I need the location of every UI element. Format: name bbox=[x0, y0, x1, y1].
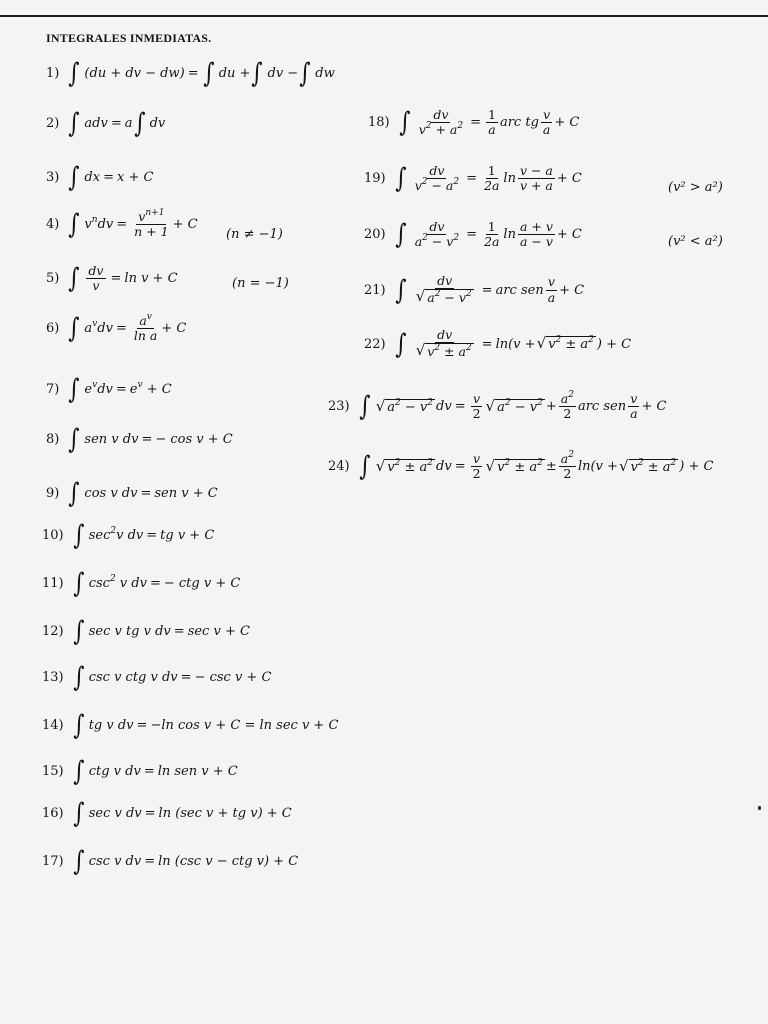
formula-4: 4) ∫ $v^ndv$ = $\frac{v^{n+1}}{n + 1}$ + C bbox=[46, 208, 198, 241]
formula-5: 5) ∫ $\frac{dv}{v}$ = ln v + C bbox=[46, 263, 178, 295]
formula-number: 16) bbox=[42, 806, 64, 821]
formula-3: 3) ∫ dx = x + C bbox=[46, 162, 154, 193]
formula-number: 3) bbox=[46, 170, 60, 185]
formula-number: 23) bbox=[328, 399, 350, 415]
formula-23: 23) ∫ √ $a^2 - v^2$ dv = $\frac{v}{2}$ √ $a^2 - v^2$ + $\frac{a^2}{2}$ arc sen $\frac{v}{a}$ + C bbox=[328, 390, 667, 423]
formula-number: 1) bbox=[46, 66, 60, 81]
formula-number: 14) bbox=[42, 718, 64, 733]
formula-16: 16) ∫ sec v dv = ln (sec v + tg v) + C bbox=[42, 798, 292, 829]
formula-24: 24) ∫ √ $v^2 \pm a^2$ dv = $\frac{v}{2}$ √ $v^2 \pm a^2$ ± $\frac{a^2}{2}$ ln(v + √ $v^2 \pm a^2$ ) + C bbox=[328, 450, 714, 483]
formula-18: 18) ∫ $\frac{dv}{v^2 + a^2}$ = $\frac{1}{a}$ arc tg $\frac{v}{a}$ + C bbox=[368, 107, 580, 139]
formula-5-condition: (n = −1) bbox=[232, 276, 289, 291]
formula-8: 8) ∫ sen v dv = − cos v + C bbox=[46, 424, 233, 455]
formula-number: 24) bbox=[328, 459, 350, 475]
formula-4-condition: (n ≠ −1) bbox=[226, 227, 283, 242]
formula-number: 5) bbox=[46, 271, 60, 287]
formula-14: 14) ∫ tg v dv = −ln cos v + C = ln sec v + C bbox=[42, 710, 339, 741]
formula-22: 22) ∫ dv √ $v^2 \pm a^2$ = ln(v + √ $v^2 \pm a^2$ ) + C bbox=[364, 327, 632, 360]
formula-7: 7) ∫ $e^vdv$ = $e^v + C$ bbox=[46, 374, 172, 405]
formula-19: 19) ∫ $\frac{dv}{v^2 - a^2}$ = $\frac{1}{2a}$ ln $\frac{v - a}{v + a}$ + C bbox=[364, 163, 582, 195]
formula-11: 11) ∫ $\csc^2 v$ dv = − ctg v + C bbox=[42, 568, 241, 599]
formula-17: 17) ∫ csc v dv = ln (csc v − ctg v) + C bbox=[42, 846, 299, 877]
formula-12: 12) ∫ sec v tg v dv = sec v + C bbox=[42, 616, 250, 647]
formula-9: 9) ∫ cos v dv = sen v + C bbox=[46, 478, 218, 509]
top-rule bbox=[0, 15, 768, 17]
formula-number: 10) bbox=[42, 528, 64, 543]
formula-6: 6) ∫ $a^vdv$ = $\frac{a^v}{\text{ln a}}$ + C bbox=[46, 312, 187, 345]
formula-19-condition: (v² > a²) bbox=[668, 180, 723, 195]
formula-20: 20) ∫ $\frac{dv}{a^2 - v^2}$ = $\frac{1}{2a}$ ln $\frac{a + v}{a - v}$ + C bbox=[364, 219, 582, 251]
formula-number: 15) bbox=[42, 764, 64, 779]
formula-number: 21) bbox=[364, 282, 386, 298]
formula-1: 1) ∫ (du + dv − dw) = ∫ du + ∫ dv − ∫ dw bbox=[46, 58, 335, 89]
formula-number: 6) bbox=[46, 321, 60, 337]
formula-number: 19) bbox=[364, 171, 386, 187]
formula-number: 18) bbox=[368, 115, 390, 131]
formula-number: 2) bbox=[46, 116, 60, 131]
formula-number: 17) bbox=[42, 854, 64, 869]
formula-number: 20) bbox=[364, 227, 386, 243]
formula-2: 2) ∫ adv = a ∫ dv bbox=[46, 108, 166, 139]
formula-10: 10) ∫ $\sec^2v$ dv = tg v + C bbox=[42, 520, 215, 551]
page-title: INTEGRALES INMEDIATAS. bbox=[46, 31, 212, 45]
formula-number: 11) bbox=[42, 576, 64, 591]
formula-number: 13) bbox=[42, 670, 64, 685]
formula-number: 7) bbox=[46, 382, 60, 397]
formula-21: 21) ∫ dv √ $a^2 - v^2$ = arc sen $\frac{v}{a}$ + C bbox=[364, 273, 585, 306]
formula-15: 15) ∫ ctg v dv = ln sen v + C bbox=[42, 756, 238, 787]
formula-13: 13) ∫ csc v ctg v dv = − csc v + C bbox=[42, 662, 272, 693]
formula-number: 4) bbox=[46, 217, 60, 233]
formula-20-condition: (v² < a²) bbox=[668, 234, 723, 249]
formula-number: 12) bbox=[42, 624, 64, 639]
formula-number: 9) bbox=[46, 486, 60, 501]
formula-number: 22) bbox=[364, 336, 386, 352]
scan-speck bbox=[758, 806, 761, 810]
formula-number: 8) bbox=[46, 432, 60, 447]
